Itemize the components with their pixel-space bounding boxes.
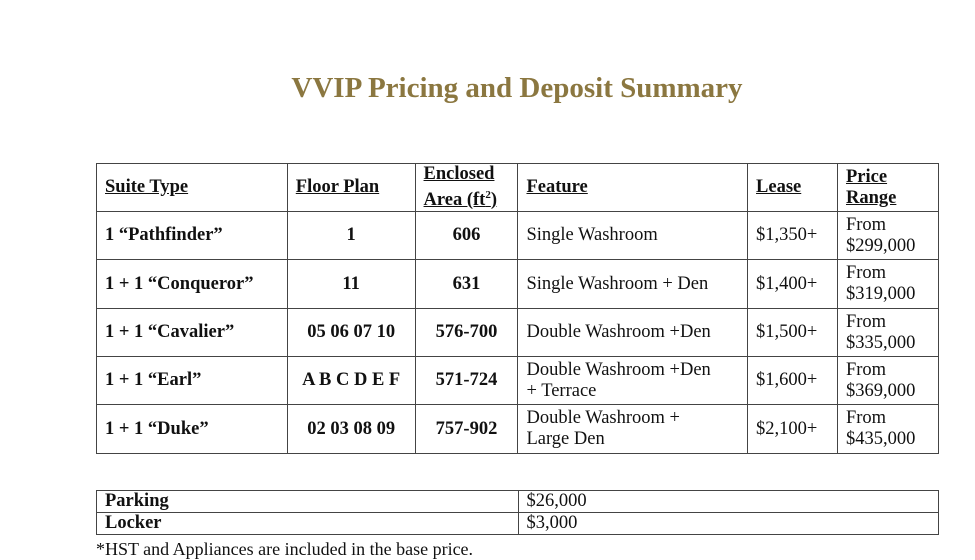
floor-plan-cell: 02 03 08 09 (287, 405, 415, 454)
table-row (97, 212, 939, 260)
footnote: *HST and Appliances are included in the base price. (96, 539, 474, 559)
parking-value: $26,000 (518, 491, 939, 513)
floor-plan-cell: A B C D E F (287, 357, 415, 405)
pricing-table (96, 163, 939, 454)
parking-label: Parking (97, 491, 519, 513)
suite-type-cell: 1 + 1 “Earl” (97, 357, 288, 405)
area-cell: 757-902 (415, 405, 518, 454)
table-header-row (97, 164, 939, 212)
suite-type-cell: 1 + 1 “Duke” (97, 405, 288, 454)
price-cell: From $319,000 (837, 260, 938, 309)
price-cell: From $335,000 (837, 309, 938, 357)
price-cell: From $369,000 (837, 357, 938, 405)
header-floor-plan: Floor Plan (287, 164, 415, 212)
feature-cell: Double Washroom +Den (518, 309, 748, 357)
header-price-range: Price Range (837, 164, 938, 212)
floor-plan-cell: 05 06 07 10 (287, 309, 415, 357)
suite-type-cell: 1 “Pathfinder” (97, 212, 288, 260)
locker-value: $3,000 (518, 513, 939, 535)
extras-table (96, 490, 939, 535)
lease-cell: $1,400+ (748, 260, 838, 309)
area-cell: 631 (415, 260, 518, 309)
header-feature: Feature (518, 164, 748, 212)
feature-cell: Single Washroom + Den (518, 260, 748, 309)
area-cell: 576-700 (415, 309, 518, 357)
extras-row-locker (97, 513, 939, 535)
suite-type-cell: 1 + 1 “Conqueror” (97, 260, 288, 309)
table-row (97, 260, 939, 309)
lease-cell: $1,500+ (748, 309, 838, 357)
feature-cell: Single Washroom (518, 212, 748, 260)
lease-cell: $2,100+ (748, 405, 838, 454)
feature-cell: Double Washroom + Large Den (518, 405, 748, 454)
table-row (97, 405, 939, 454)
suite-type-cell: 1 + 1 “Cavalier” (97, 309, 288, 357)
area-cell: 606 (415, 212, 518, 260)
floor-plan-cell: 11 (287, 260, 415, 309)
page-title: VVIP Pricing and Deposit Summary (291, 72, 743, 104)
table-row (97, 309, 939, 357)
price-cell: From $435,000 (837, 405, 938, 454)
header-enclosed-area: Enclosed Area $(ft^2)$ (415, 164, 518, 212)
header-suite-type: Suite Type (97, 164, 288, 212)
table-row (97, 357, 939, 405)
lease-cell: $1,600+ (748, 357, 838, 405)
floor-plan-cell: 1 (287, 212, 415, 260)
header-lease: Lease (748, 164, 838, 212)
extras-row-parking (97, 491, 939, 513)
feature-cell: Double Washroom +Den + Terrace (518, 357, 748, 405)
price-cell: From $299,000 (837, 212, 938, 260)
lease-cell: $1,350+ (748, 212, 838, 260)
locker-label: Locker (97, 513, 519, 535)
area-cell: 571-724 (415, 357, 518, 405)
